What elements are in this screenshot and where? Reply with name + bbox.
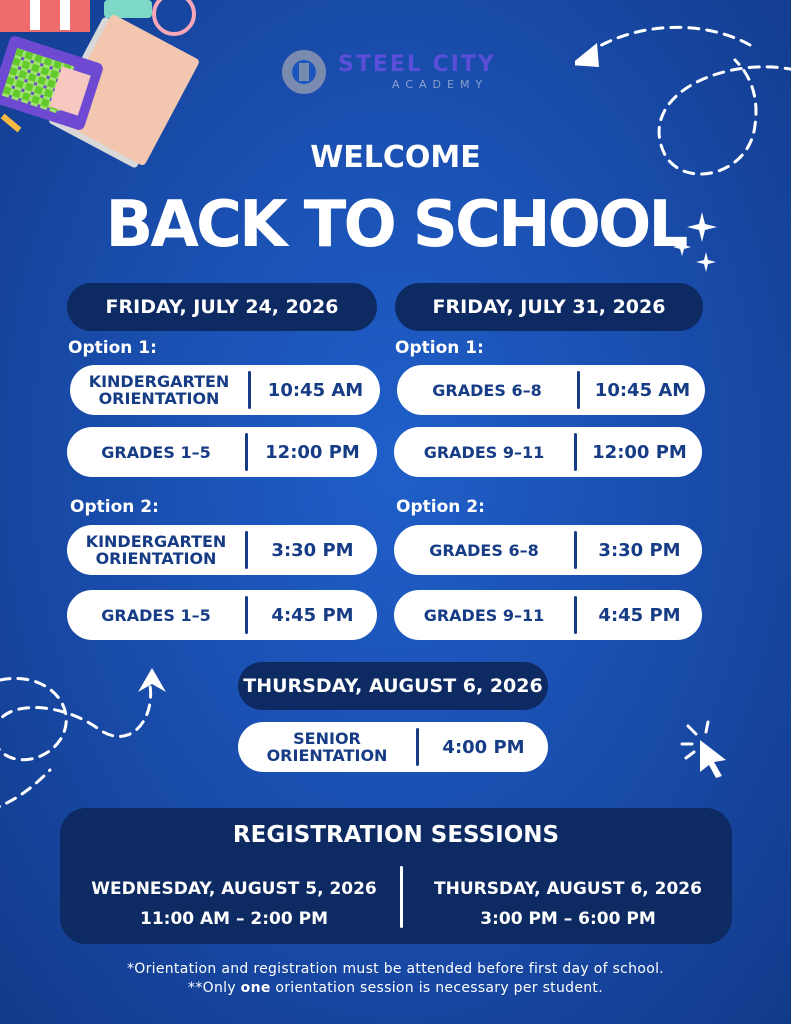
registration-panel (60, 808, 732, 944)
session-time: 4:45 PM (598, 604, 681, 626)
magnifier-icon (152, 0, 196, 36)
session-name (67, 533, 245, 567)
logo-subtitle: ACADEMY (392, 78, 489, 91)
dashed-arrow-icon (0, 660, 170, 820)
session-pill (394, 427, 702, 477)
session-pill (70, 365, 380, 415)
session-pill (394, 590, 702, 640)
session-name (70, 373, 248, 407)
decor-paper-stripe (60, 0, 70, 30)
session-time: 10:45 AM (267, 379, 364, 401)
registration-date: THURSDAY, AUGUST 6, 2026 (434, 879, 702, 899)
session-name-line: ORIENTATION (266, 746, 388, 765)
session-time: 10:45 AM (594, 379, 691, 401)
session-name: GRADES 1–5 (101, 605, 211, 625)
date-header-july-31: FRIDAY, JULY 31, 2026 (395, 283, 703, 331)
decor-paper (0, 0, 90, 32)
session-name: GRADES 1–5 (101, 442, 211, 462)
welcome-heading: WELCOME (310, 140, 481, 175)
gear-logo-mark (299, 63, 309, 81)
footnote-text: orientation session is necessary per student. (270, 980, 603, 996)
option-1-label: Option 1: (395, 338, 484, 358)
registration-date: WEDNESDAY, AUGUST 5, 2026 (91, 879, 377, 899)
session-name-line: KINDERGARTEN (88, 372, 230, 391)
option-2-label: Option 2: (70, 497, 159, 517)
session-name: GRADES 9–11 (423, 605, 545, 625)
session-name: GRADES 6–8 (432, 380, 542, 400)
option-2-label: Option 2: (396, 497, 485, 517)
session-time: 3:30 PM (271, 539, 354, 561)
footnote-2 (0, 979, 791, 998)
session-time: 4:45 PM (271, 604, 354, 626)
cursor-click-icon (678, 720, 738, 780)
session-pill (238, 722, 548, 772)
session-pill (67, 590, 377, 640)
divider (400, 866, 403, 928)
session-name: GRADES 9–11 (423, 442, 545, 462)
session-name (238, 730, 416, 764)
session-time: 3:30 PM (598, 539, 681, 561)
date-header-august-6: THURSDAY, AUGUST 6, 2026 (238, 662, 548, 710)
option-1-label: Option 1: (68, 338, 157, 358)
logo-name: STEEL CITY (338, 52, 496, 77)
session-name-line: SENIOR (293, 729, 361, 748)
session-time: 12:00 PM (265, 441, 360, 463)
session-pill (394, 525, 702, 575)
session-name-line: ORIENTATION (95, 549, 217, 568)
registration-title: REGISTRATION SESSIONS (232, 822, 560, 848)
registration-time: 11:00 AM – 2:00 PM (139, 909, 329, 929)
session-pill (397, 365, 705, 415)
date-header-july-24: FRIDAY, JULY 24, 2026 (67, 283, 377, 331)
registration-right (408, 874, 728, 934)
session-time: 12:00 PM (592, 441, 687, 463)
session-time: 4:00 PM (442, 736, 525, 758)
footnote-emphasis: one (240, 980, 271, 996)
session-name-line: KINDERGARTEN (85, 532, 227, 551)
school-logo (282, 50, 512, 96)
session-name: GRADES 6–8 (429, 540, 539, 560)
pencil-icon (1, 114, 22, 133)
session-pill (67, 427, 377, 477)
decor-paper-stripe (30, 0, 40, 30)
footnotes (0, 960, 791, 998)
page-title: BACK TO SCHOOL (105, 188, 686, 262)
footnote-1: *Orientation and registration must be attended before first day of school. (126, 961, 665, 977)
session-pill (67, 525, 377, 575)
registration-time: 3:00 PM – 6:00 PM (480, 909, 656, 929)
session-name-line: ORIENTATION (98, 389, 220, 408)
registration-left (74, 874, 394, 934)
footnote-text: **Only (188, 980, 241, 996)
